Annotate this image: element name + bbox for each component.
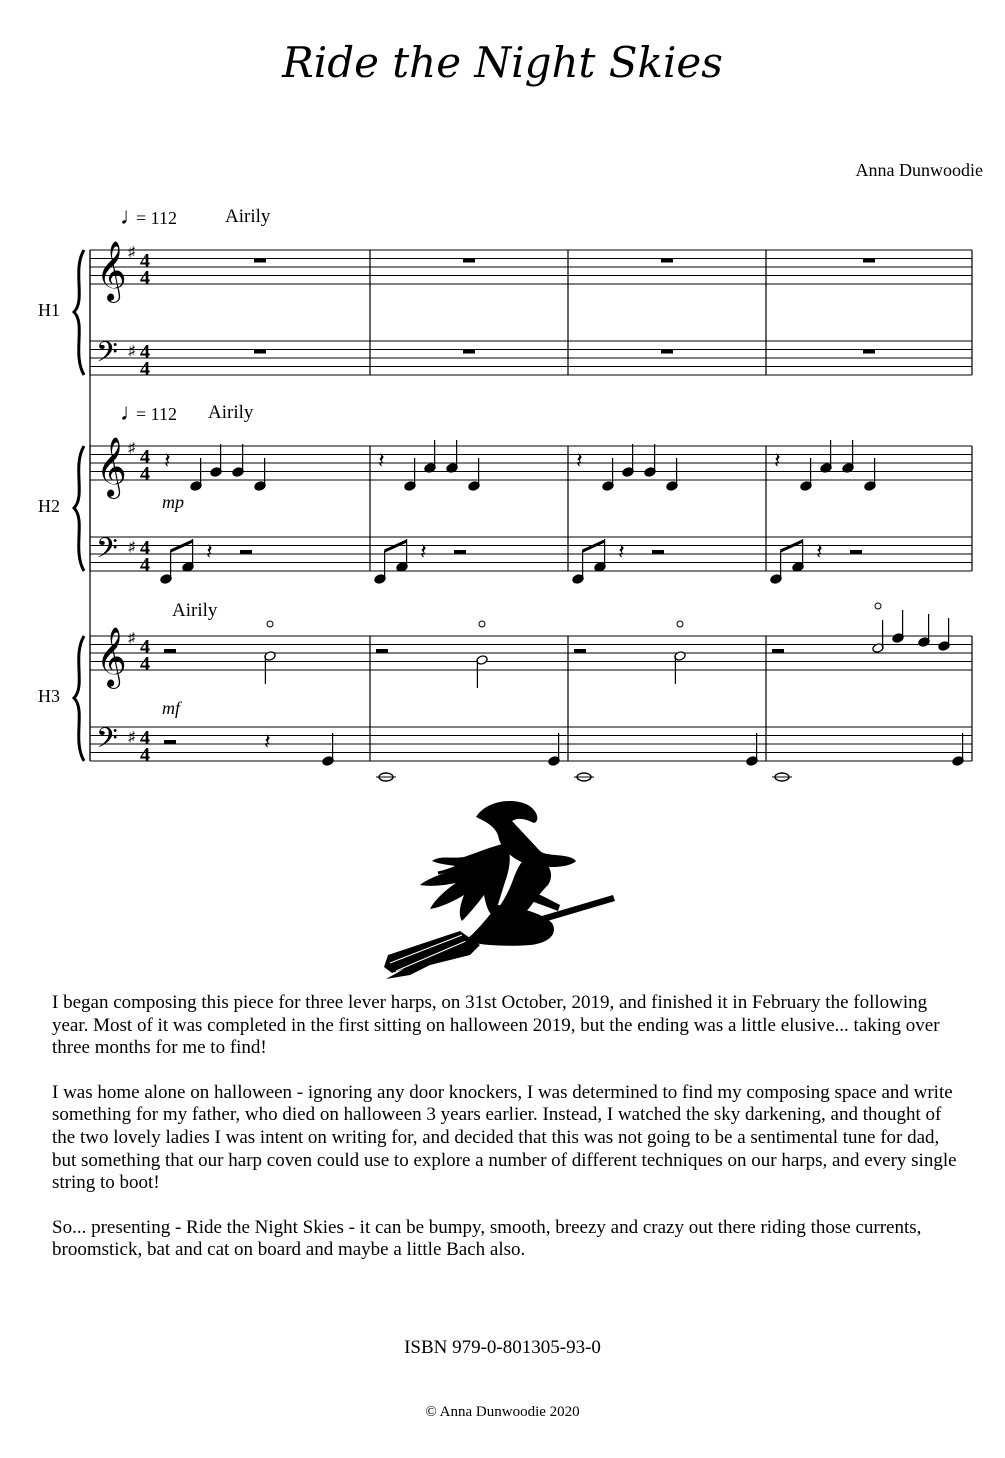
dynamic-marking: mp [162,492,184,512]
notes-paragraph: I was home alone on halloween - ignoring any door knockers, I was determined to find my composing space and write something for my father, who died on halloween 3 years earlier. Instead, I watched the sky darkening, and thought of the two lovely ladies I was intent on writing for, and decided that this was not going to be a sentimental tune for dad, but something that our harp coven could use to explore a number of different techniques on our harps, and every single string to boot! [52,1081,957,1194]
quarter-rest-icon: 𝄽 [206,539,213,564]
time-signature-numerator: 4 [140,446,150,468]
time-signature-numerator: 4 [140,727,150,749]
time-signature-numerator: 4 [140,636,150,658]
brace-icon [74,446,84,571]
quarter-rest-icon: 𝄽 [378,448,385,473]
copyright-notice: © Anna Dunwoodie 2020 [425,1404,580,1420]
bass-clef-icon: 𝄢 [96,534,118,571]
half-rest-icon [164,740,176,744]
whole-rest-icon [661,350,673,354]
time-signature-numerator: 4 [140,537,150,559]
brace-icon [74,636,84,761]
half-rest-icon [454,550,466,554]
dynamic-marking: mf [162,698,180,718]
expression-marking: Airily [172,600,218,621]
instrument-label: H2 [38,496,60,516]
isbn-number: ISBN 979-0-801305-93-0 [404,1337,601,1358]
whole-rest-icon [661,259,673,263]
quarter-rest-icon: 𝄽 [774,448,781,473]
instrument-label: H1 [38,300,60,320]
half-rest-icon [164,649,176,653]
program-notes [52,992,962,1284]
expression-marking: Airily [225,206,271,227]
brace-icon [74,250,84,375]
notes-paragraph: I began composing this piece for three lever harps, on 31st October, 2019, and finished it in February the following year. Most of it was completed in the first sitting on halloween 2019, but the ending was a little elusive... taking over three months for me to find! [52,992,940,1059]
half-rest-icon [850,550,862,554]
key-signature-sharp-icon: ♯ [128,245,135,260]
tempo-marking: = 112 [136,208,177,228]
time-signature-denominator: 4 [140,358,150,380]
expression-marking: Airily [208,402,254,423]
whole-rest-icon [463,259,475,263]
whole-rest-icon [254,259,266,263]
whole-rest-icon [463,350,475,354]
treble-clef-icon: 𝄞 [96,629,127,686]
key-signature-sharp-icon: ♯ [128,441,135,456]
bass-clef-icon: 𝄢 [96,338,118,375]
half-rest-icon [772,649,784,653]
whole-rest-icon [863,259,875,263]
key-signature-sharp-icon: ♯ [128,730,135,745]
key-signature-sharp-icon: ♯ [128,631,135,646]
harmonic-icon [267,621,273,627]
composer-name: Anna Dunwoodie [855,160,983,180]
harmonic-icon [479,621,485,627]
notes-paragraph: So... presenting - Ride the Night Skies - it can be bumpy, smooth, breezy and crazy out there riding those currents, broomstick, bat and cat on board and maybe a little Bach also. [52,1216,922,1261]
quarter-rest-icon: 𝄽 [576,448,583,473]
half-rest-icon [376,649,388,653]
key-signature-sharp-icon: ♯ [128,344,135,359]
whole-rest-icon [863,350,875,354]
time-signature-numerator: 4 [140,341,150,363]
bass-clef-icon: 𝄢 [96,724,118,761]
whole-rest-icon [254,350,266,354]
page-title: Ride the Night Skies [282,38,723,87]
quarter-rest-icon: 𝄽 [420,539,427,564]
quarter-rest-icon: 𝄽 [164,448,171,473]
quarter-note-icon: ♩ [120,204,144,230]
half-rest-icon [574,649,586,653]
time-signature-numerator: 4 [140,250,150,272]
time-signature-denominator: 4 [140,653,150,675]
time-signature-denominator: 4 [140,267,150,289]
treble-clef-icon: 𝄞 [96,243,127,300]
time-signature-denominator: 4 [140,463,150,485]
quarter-rest-icon: 𝄽 [264,729,271,754]
harmonic-icon [875,603,881,609]
quarter-rest-icon: 𝄽 [816,539,823,564]
treble-clef-icon: 𝄞 [96,439,127,496]
half-rest-icon [240,550,252,554]
time-signature-denominator: 4 [140,744,150,766]
instrument-label: H3 [38,686,60,706]
half-rest-icon [652,550,664,554]
time-signature-denominator: 4 [140,554,150,576]
tempo-marking: = 112 [136,404,177,424]
witch-on-broomstick-icon [380,795,620,980]
harmonic-icon [677,621,683,627]
key-signature-sharp-icon: ♯ [128,540,135,555]
quarter-rest-icon: 𝄽 [618,539,625,564]
quarter-note-icon: ♩ [120,400,144,426]
